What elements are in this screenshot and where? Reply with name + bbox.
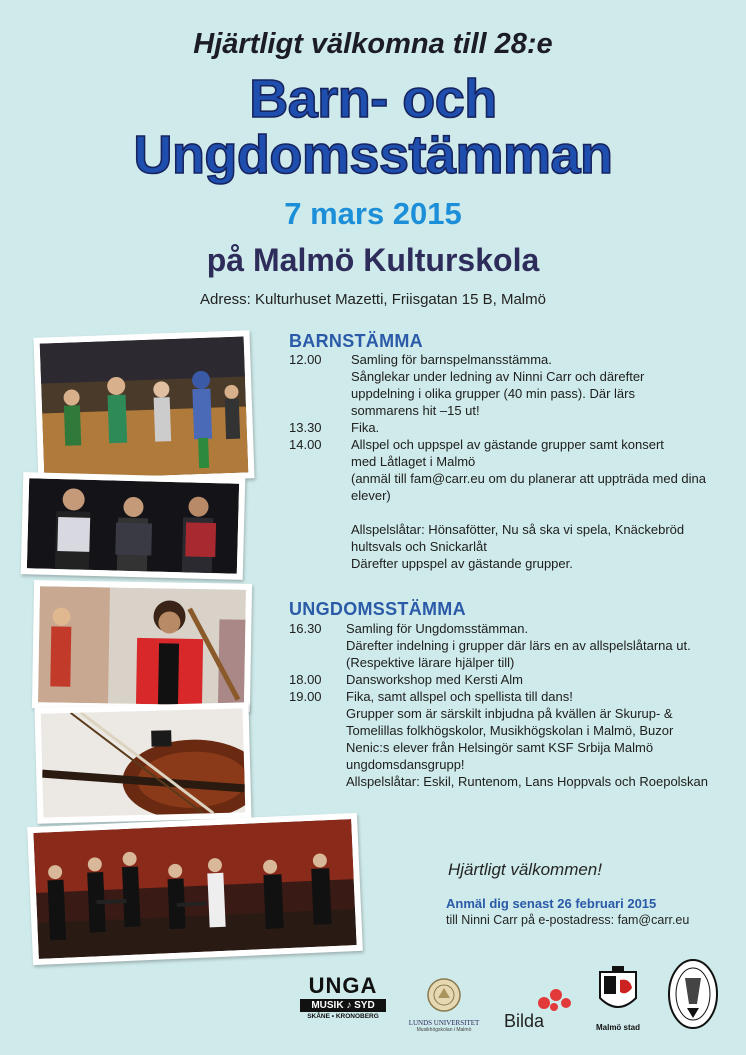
- event-date: 7 mars 2015: [284, 196, 462, 231]
- list-item: [289, 689, 734, 705]
- list-item: [289, 420, 734, 436]
- list-item: [289, 638, 734, 654]
- list-item: [289, 672, 734, 688]
- list-item: [289, 655, 734, 671]
- unga-logo-line1: UNGA: [308, 973, 378, 998]
- text: uppdelning i olika grupper (40 min pass). Där lärs: [351, 386, 635, 401]
- text: sommarens hit –15 ut!: [351, 403, 480, 418]
- text: Samling för barnspelmansstämma.: [351, 352, 552, 367]
- venue: på Malmö Kulturskola: [206, 242, 540, 278]
- list-item: [289, 437, 734, 453]
- list-item: [289, 706, 734, 722]
- text: med Låtlaget i Malmö: [351, 454, 476, 469]
- text: Dansworkshop med Kersti Alm: [346, 672, 524, 687]
- list-item: [289, 740, 734, 756]
- welcome-text: Hjärtligt välkommen!: [448, 860, 602, 879]
- unga-logo-line2: MUSIK ♪ SYD: [300, 999, 386, 1012]
- list-item: [289, 454, 734, 470]
- malmo-stad-logo: [590, 966, 646, 1032]
- title-line-1: Barn- och: [249, 69, 497, 129]
- text: Samling för Ungdomsstämman.: [346, 621, 529, 636]
- list-item: [289, 352, 734, 368]
- list-item: [289, 539, 734, 555]
- text: hultsvals och Snickarlåt: [351, 539, 487, 554]
- ungdomsstamma-heading: UNGDOMSSTÄMMA: [289, 599, 466, 619]
- address: Adress: Kulturhuset Mazetti, Friisgatan 15 B, Malmö: [200, 291, 546, 308]
- text: Därefter uppspel av gästande grupper.: [351, 556, 573, 571]
- time: 16.30: [289, 621, 322, 636]
- title-line-2: Ungdomsstämman: [133, 125, 613, 185]
- lund-logo-line1: LUNDS UNIVERSITET: [408, 1019, 480, 1027]
- text: Allspelslåtar: Eskil, Runtenom, Lans Hoppvals och Roepolskan: [346, 774, 709, 789]
- time: 19.00: [289, 689, 322, 704]
- list-item: [289, 369, 734, 385]
- signup-contact: till Ninni Carr på e-postadress: fam@carr.eu: [446, 913, 690, 927]
- photo-nyckelharpa-girl: [32, 580, 252, 712]
- list-item: [289, 556, 734, 572]
- bilda-dots-icon: [534, 985, 574, 1013]
- text: (anmäl till fam@carr.eu om du planerar att uppträda med dina: [351, 471, 706, 486]
- text: Grupper som är särskilt inbjudna på kvällen är Skurup- &: [346, 706, 673, 721]
- text: Tomelillas folkhögskolor, Musikhögskolan i Malmö, Buzor: [346, 723, 674, 738]
- text: Allspelslåtar: Hönsafötter, Nu så ska vi spela, Knäckebröd: [351, 522, 685, 537]
- list-item: [289, 522, 734, 538]
- photo-violin-closeup: [35, 702, 252, 824]
- photo-dancing-children: [33, 330, 254, 485]
- bilda-text: Bilda: [504, 1011, 545, 1031]
- malmo-text: Malmö stad: [595, 1023, 640, 1032]
- list-item: [289, 723, 734, 739]
- list-item: [289, 621, 734, 637]
- text: Nenic:s elever från Helsingör samt KSF Srbija Malmö: [346, 740, 654, 755]
- text: Allspel och uppspel av gästande grupper samt konsert: [351, 437, 664, 452]
- university-seal-icon: [427, 978, 461, 1012]
- text: Sånglekar under ledning av Ninni Carr och därefter: [351, 369, 645, 384]
- text: Därefter indelning i grupper där lärs en av allspelslåtarna ut.: [346, 638, 691, 653]
- list-item: [289, 774, 734, 790]
- seal-icon: [667, 958, 719, 1030]
- list-item: [289, 471, 734, 487]
- unga-logo-line3: SKÅNE • KRONOBERG: [307, 1013, 379, 1020]
- photo-accordion-players: [21, 472, 246, 580]
- malmo-crest-icon: [596, 966, 640, 1018]
- time: 13.30: [289, 420, 322, 435]
- text: (Respektive lärare hjälper till): [346, 655, 515, 670]
- time: 12.00: [289, 352, 322, 367]
- signup-deadline: Anmäl dig senast 26 februari 2015: [446, 896, 657, 911]
- text: Fika, samt allspel och spellista till dans!: [346, 689, 573, 704]
- time: 14.00: [289, 437, 322, 452]
- text: Fika.: [351, 420, 380, 435]
- photo-ensemble-concert: [27, 813, 363, 965]
- list-item: [289, 403, 734, 419]
- list-item: [289, 386, 734, 402]
- society-seal-logo: [667, 958, 719, 1035]
- text: elever): [351, 488, 391, 503]
- time: 18.00: [289, 672, 322, 687]
- unga-musik-syd-logo: [300, 975, 386, 1020]
- text: ungdomsdansgrupp!: [346, 757, 465, 772]
- lunds-universitet-logo: [402, 978, 486, 1033]
- tagline: Hjärtligt välkomna till 28:e: [193, 28, 553, 60]
- list-item: [289, 488, 734, 504]
- barnstamma-heading: BARNSTÄMMA: [289, 331, 423, 351]
- lund-logo-line2: Musikhögskolan i Malmö: [416, 1027, 472, 1033]
- list-item: [289, 757, 734, 773]
